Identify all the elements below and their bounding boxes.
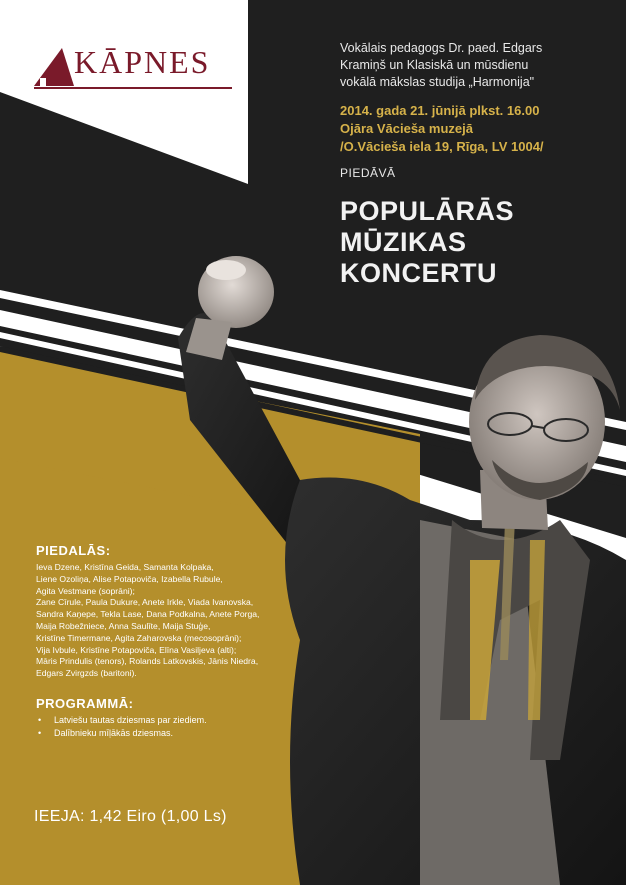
organizer-line: Vokālais pedagogs Dr. paed. Edgars: [340, 41, 543, 55]
title-line: MŪZIKAS: [340, 227, 467, 257]
entry-price: IEEJA: 1,42 Eiro (1,00 Ls): [34, 808, 227, 825]
performers-line: Edgars Zvirgzds (baritoni).: [36, 668, 137, 679]
performers-heading: PIEDALĀS:: [36, 543, 111, 558]
title-line: POPULĀRĀS: [340, 196, 515, 226]
organizer-line: vokālā mākslas studija „Harmonija": [340, 75, 535, 89]
event-details: [340, 102, 544, 156]
program-item: • Latviešu tautas dziesmas par ziediem.: [36, 714, 207, 727]
logo-text: KĀPNES: [74, 44, 211, 80]
performers-list: [36, 562, 306, 680]
concert-title: [340, 196, 514, 289]
performers-line: Liene Ozoliņa, Alise Potapoviča, Izabella Rubule,: [36, 573, 223, 584]
event-address: /O.Vācieša iela 19, Rīga, LV 1004/: [340, 139, 544, 154]
event-venue: Ojāra Vācieša muzejā: [340, 121, 473, 136]
program-list: [36, 714, 207, 740]
performers-line: Maija Robežniece, Anna Saulīte, Maija Stuģe,: [36, 620, 211, 631]
performers-line: Sandra Kaņepe, Tekla Lase, Dana Podkalna, Anete Porga,: [36, 609, 260, 620]
performers-line: Kristīne Timermane, Agita Zaharovska (mecosoprāni);: [36, 632, 242, 643]
performers-line: Vija Ivbule, Kristīne Potapoviča, Elīna Vasiljeva (alti);: [36, 644, 237, 655]
performers-line: Agita Vestmane (soprāni);: [36, 585, 135, 596]
performers-line: Zane Cīrule, Paula Dukure, Anete Irkle, Viada Ivanovska,: [36, 597, 254, 608]
program-item: • Dalībnieku mīļākās dziesmas.: [36, 727, 207, 740]
program-heading: PROGRAMMĀ:: [36, 696, 134, 711]
performers-line: Ieva Dzene, Kristīna Geida, Samanta Kolpaka,: [36, 562, 214, 572]
event-date: 2014. gada 21. jūnijā plkst. 16.00: [340, 103, 540, 118]
presents-label: PIEDĀVĀ: [340, 166, 396, 180]
organizer-line: Kramiņš un Klasiskā un mūsdienu: [340, 58, 529, 72]
title-line: KONCERTU: [340, 258, 497, 288]
performers-line: Māris Prindulis (tenors), Rolands Latkovskis, Jānis Niedra,: [36, 656, 259, 667]
organizer-text: [340, 40, 610, 91]
